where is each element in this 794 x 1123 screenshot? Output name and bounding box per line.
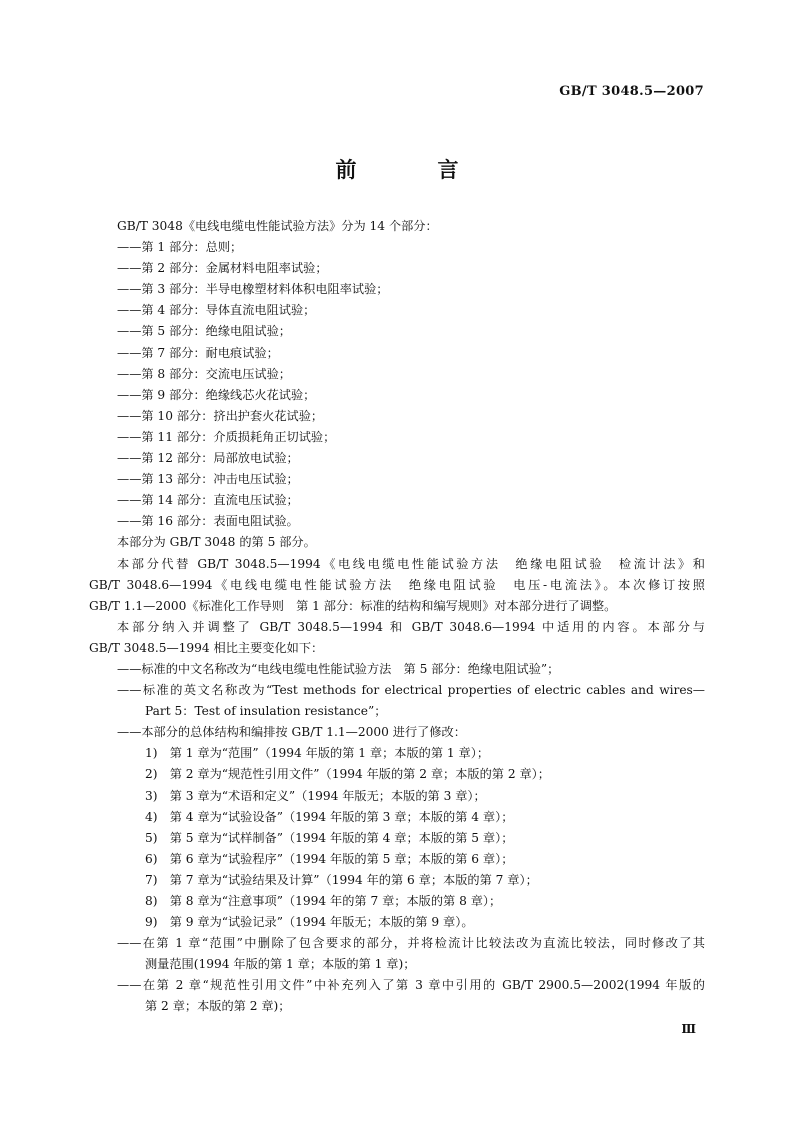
list-item: ——第 5 部分：绝缘电阻试验； [117,324,291,339]
chapter-item: 2) 第 2 章为“规范性引用文件”（1994 年版的第 2 章；本版的第 2 章）； [145,767,550,782]
list-item: ——第 7 部分：耐电痕试验； [117,345,279,360]
change-item: ——在第 1 章“范围”中删除了包含要求的部分，并将检流计比较法改为直流比较法，同时修改了其 [117,936,705,951]
page-number: Ⅲ [681,1022,696,1036]
change-item: ——在第 2 章“规范性引用文件”中补充列入了第 3 章中引用的 GB/T 2900.5—2002(1994 年版的 [117,978,705,993]
replace-paragraph-line: GB/T 3048.6—1994《电线电缆电性能试验方法 绝缘电阻试验 电压-电流法》。本次修订按照 [89,577,705,592]
merge-paragraph-line: GB/T 3048.5—1994 相比主要变化如下： [89,640,324,655]
list-item: ——第 10 部分：挤出护套火花试验； [117,408,324,423]
change-item-continuation: 测量范围(1994 年版的第 1 章；本版的第 1 章)； [145,957,416,972]
parts-list [89,237,705,532]
change-item: ——本部分的总体结构和编排按 GB/T 1.1—2000 进行了修改： [117,725,466,740]
merge-paragraph-line: 本部分纳入并调整了 GB/T 3048.5—1994 和 GB/T 3048.6—1994 中适用的内容。本部分与 [117,619,705,634]
list-item: ——第 14 部分：直流电压试验； [117,493,299,508]
standard-code: GB/T 3048.5—2007 [559,84,704,99]
list-item: ——第 1 部分：总则； [117,240,243,255]
list-item: ——第 4 部分：导体直流电阻试验； [117,303,316,318]
list-item: ——第 13 部分：冲击电压试验； [117,472,299,487]
chapter-item: 6) 第 6 章为“试验程序”（1994 年版的第 5 章；本版的第 6 章）； [145,851,514,866]
list-item: ——第 8 部分：交流电压试验； [117,366,291,381]
list-item: ——第 12 部分：局部放电试验； [117,451,299,466]
list-item: ——第 16 部分：表面电阻试验。 [117,514,299,529]
chapter-item: 5) 第 5 章为“试样制备”（1994 年版的第 4 章；本版的第 5 章）； [145,830,514,845]
change-item-continuation: 第 2 章；本版的第 2 章)； [145,999,291,1014]
replace-paragraph-line: GB/T 1.1—2000《标准化工作导则 第 1 部分：标准的结构和编写规则》对本部分进行了调整。 [89,598,617,613]
change-item-continuation: Part 5：Test of insulation resistance”； [145,704,387,719]
chapter-item: 9) 第 9 章为“试验记录”（1994 年版无；本版的第 9 章）。 [145,915,474,930]
change-item: ——标准的中文名称改为“电线电缆电性能试验方法 第 5 部分：绝缘电阻试验”； [117,661,560,676]
chapter-item: 4) 第 4 章为“试验设备”（1994 年版的第 3 章；本版的第 4 章）； [145,809,514,824]
page-title: 前 言 [335,158,489,182]
list-item: ——第 3 部分：半导电橡塑材料体积电阻率试验； [117,282,389,297]
replace-paragraph-line: 本部分代替 GB/T 3048.5—1994《电线电缆电性能试验方法 绝缘电阻试验 检流计法》和 [117,556,705,571]
chapter-item: 3) 第 3 章为“术语和定义”（1994 年版无；本版的第 3 章）； [145,788,486,803]
chapter-item: 8) 第 8 章为“注意事项”（1994 年的第 7 章；本版的第 8 章）； [145,894,502,908]
list-item: ——第 2 部分：金属材料电阻率试验； [117,261,328,276]
chapter-list [89,743,705,933]
change-item: ——标准的英文名称改为“Test methods for electrical properties of electric cables and wires— [117,683,705,698]
list-item: ——第 11 部分：介质损耗角正切试验； [117,429,336,444]
document-body [89,216,705,1018]
this-part-paragraph: 本部分为 GB/T 3048 的第 5 部分。 [117,535,316,550]
list-item: ——第 9 部分：绝缘线芯火花试验； [117,387,316,402]
chapter-item: 1) 第 1 章为“范围”（1994 年版的第 1 章；本版的第 1 章）； [145,746,490,761]
chapter-item: 7) 第 7 章为“试验结果及计算”（1994 年的第 6 章；本版的第 7 章）； [145,872,538,887]
intro-paragraph: GB/T 3048《电线电缆电性能试验方法》分为 14 个部分： [117,219,438,233]
